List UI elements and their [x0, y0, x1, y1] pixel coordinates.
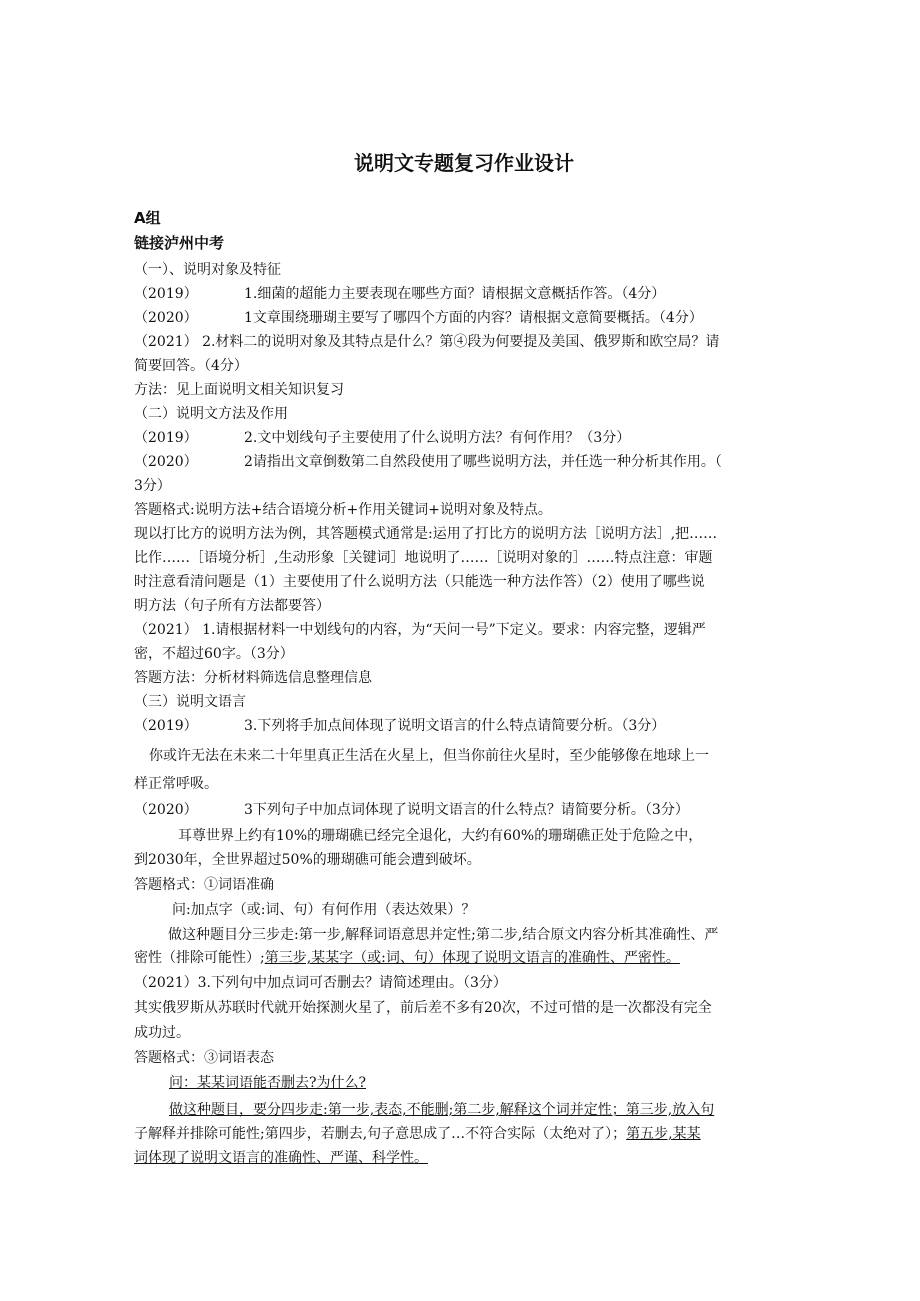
year-label: （2020）: [134, 802, 198, 818]
underlined-text: 词体现了说明文语言的准确性、严谨、科学性。: [134, 1150, 428, 1166]
text-line: 比作……［语境分析］,生动形象［关键词］地说明了……［说明对象的］……特点注意：审题: [134, 550, 713, 566]
text-line: 答题方法：分析材料筛选信息整理信息: [134, 670, 372, 686]
text-line: 明方法（句子所有方法都要答）: [134, 598, 330, 614]
text-line: 其实俄罗斯从苏联时代就开始探测火星了，前后差不多有20次，不过可惜的是一次都没有完全: [134, 1000, 712, 1016]
group-label: A组: [134, 209, 161, 227]
text-line: 问:加点字（或:词、句）有何作用（表达效果）？: [172, 902, 476, 918]
text-line: 3分）: [134, 478, 171, 494]
question-text: 1.细菌的超能力主要表现在哪些方面？请根据文意概括作答。（4分）: [244, 286, 666, 302]
text-line: [134, 1122, 794, 1146]
text-line: （2021）3.下列句中加点词可否删去？请简述理由。（3分）: [134, 975, 507, 991]
year-label: （2020）: [134, 454, 198, 470]
underlined-text: 第三步,某某字（或:词、句）体现了说明文语言的准确性、严密性。: [264, 950, 680, 966]
text-span: 密性（排除可能性）;: [134, 950, 265, 966]
year-label: （2020）: [134, 310, 198, 326]
question-text: 2.文中划线句子主要使用了什么说明方法？有何作用？（3分）: [244, 430, 631, 446]
text-line: 现以打比方的说明方法为例，其答题模式通常是:运用了打比方的说明方法［说明方法］,把……: [134, 526, 718, 542]
text-line: 密，不超过60字。（3分）: [134, 646, 294, 662]
text-line: [134, 450, 794, 474]
text-line: [134, 426, 794, 450]
text-line: [134, 798, 794, 822]
underlined-text: 第五步,某某: [626, 1126, 701, 1142]
year-label: （2019）: [134, 718, 198, 734]
question-text: 2请指出文章倒数第二自然段使用了哪些说明方法，并任选一种分析其作用。（: [244, 454, 722, 470]
underlined-text: 做这种题目，要分四步走:第一步,表态,不能删;第二步,解释这个词并定性；第三步,放入句: [169, 1102, 715, 1118]
year-label: （2019）: [134, 286, 198, 302]
text-line: 简要回答。（4分）: [134, 358, 248, 374]
text-line: 答题格式：③词语表态: [134, 1050, 274, 1066]
question-text: 3下列句子中加点词体现了说明文语言的什么特点？请简要分析。（3分）: [244, 802, 689, 818]
text-line: [134, 946, 794, 970]
text-line: （二）说明文方法及作用: [134, 406, 288, 422]
text-line: （三）说明文语言: [134, 694, 246, 710]
text-line: （2021） 2.材料二的说明对象及其特点是什么？第④段为何要提及美国、俄罗斯和欧空局？请: [134, 334, 720, 350]
text-line: 时注意看清问题是（1）主要使用了什么说明方法（只能选一种方法作答）（2）使用了哪些说: [134, 574, 705, 590]
text-span: 子解释并排除可能性;第四步，若删去,句子意思成了…不符合实际（太绝对了）；: [134, 1126, 627, 1142]
text-line: 方法：见上面说明文相关知识复习: [134, 382, 344, 398]
text-line: 到2030年，全世界超过50%的珊瑚礁可能会遭到破坏。: [134, 852, 481, 868]
year-label: （2019）: [134, 430, 198, 446]
text-line: [134, 714, 794, 738]
question-text: 3.下列将手加点间体现了说明文语言的什么特点请简要分析。（3分）: [244, 718, 666, 734]
text-line: [134, 282, 794, 306]
text-line: 成功过。: [134, 1025, 190, 1041]
text-line: [134, 306, 794, 330]
text-line: （2021） 1.请根据材料一中划线句的内容，为“天问一号”下定义。要求：内容完整，逻辑严: [134, 622, 706, 638]
page-title: 说明文专题复习作业设计: [354, 151, 574, 175]
question-text: 1文章围绕珊瑚主要写了哪四个方面的内容？请根据文意简要概括。（4分）: [244, 310, 703, 326]
text-line: 你或许无法在未来二十年里真正生活在火星上，但当你前往火星时，至少能够像在地球上一: [149, 748, 709, 764]
text-line: 样正常呼吸。: [134, 776, 218, 792]
text-line: 答题格式：①词语准确: [134, 877, 274, 893]
text-line: （一）、说明对象及特征: [134, 262, 281, 278]
text-line: 答题格式:说明方法+结合语境分析+作用关键词+说明对象及特点。: [134, 502, 552, 518]
text-line: 做这种题目分三步走:第一步,解释词语意思并定性;第二步,结合原文内容分析其准确性、严: [168, 927, 719, 943]
text-line: 耳尊世界上约有10%的珊瑚礁已经完全退化，大约有60%的珊瑚礁正处于危险之中，: [178, 828, 703, 844]
underlined-text: 问：某某词语能否删去?为什么?: [169, 1075, 367, 1091]
section-subtitle: 链接泸州中考: [134, 234, 225, 252]
